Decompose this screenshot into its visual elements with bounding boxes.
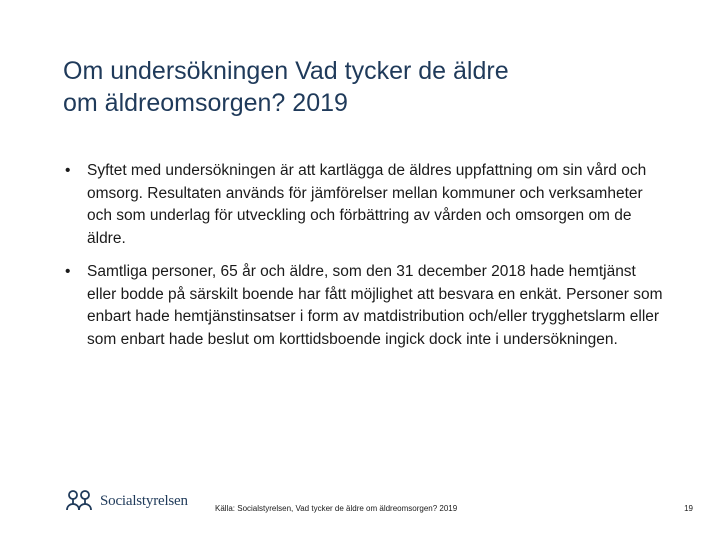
slide-title-line-2: om äldreomsorgen? 2019 — [63, 89, 348, 117]
source-caption: Källa: Socialstyrelsen, Vad tycker de äldre om äldreomsorgen? 2019 — [215, 504, 458, 513]
page-number: 19 — [684, 504, 693, 513]
logo-text: Socialstyrelsen — [100, 492, 188, 509]
socialstyrelsen-logo-icon — [64, 488, 98, 514]
socialstyrelsen-logo — [64, 488, 188, 514]
bullet-item — [63, 261, 663, 351]
bullet-list — [63, 160, 663, 362]
bullet-item — [63, 160, 663, 250]
bullet-marker: • — [65, 263, 71, 280]
slide-title-line-1: Om undersökningen Vad tycker de äldre — [63, 57, 509, 85]
bullet-text: Syftet med undersökningen är att kartlägga de äldres uppfattning om sin vård och omsorg. Resultaten används för jämförelser mellan kommuner och verksamheter och som underlag för utveckling och förbättring av vården och omsorgen om de äldre. — [87, 162, 647, 247]
bullet-text: Samtliga personer, 65 år och äldre, som den 31 december 2018 hade hemtjänst eller bodde på särskilt boende har fått möjlighet att besvara en enkät. Personer som enbart hade hemtjänstinsatser i form av matdistribution och/eller trygghetslarm eller som enbart hade beslut om korttidsboende ingick dock inte i undersökningen. — [87, 263, 663, 348]
slide-title — [63, 55, 663, 119]
bullet-marker: • — [65, 162, 71, 179]
